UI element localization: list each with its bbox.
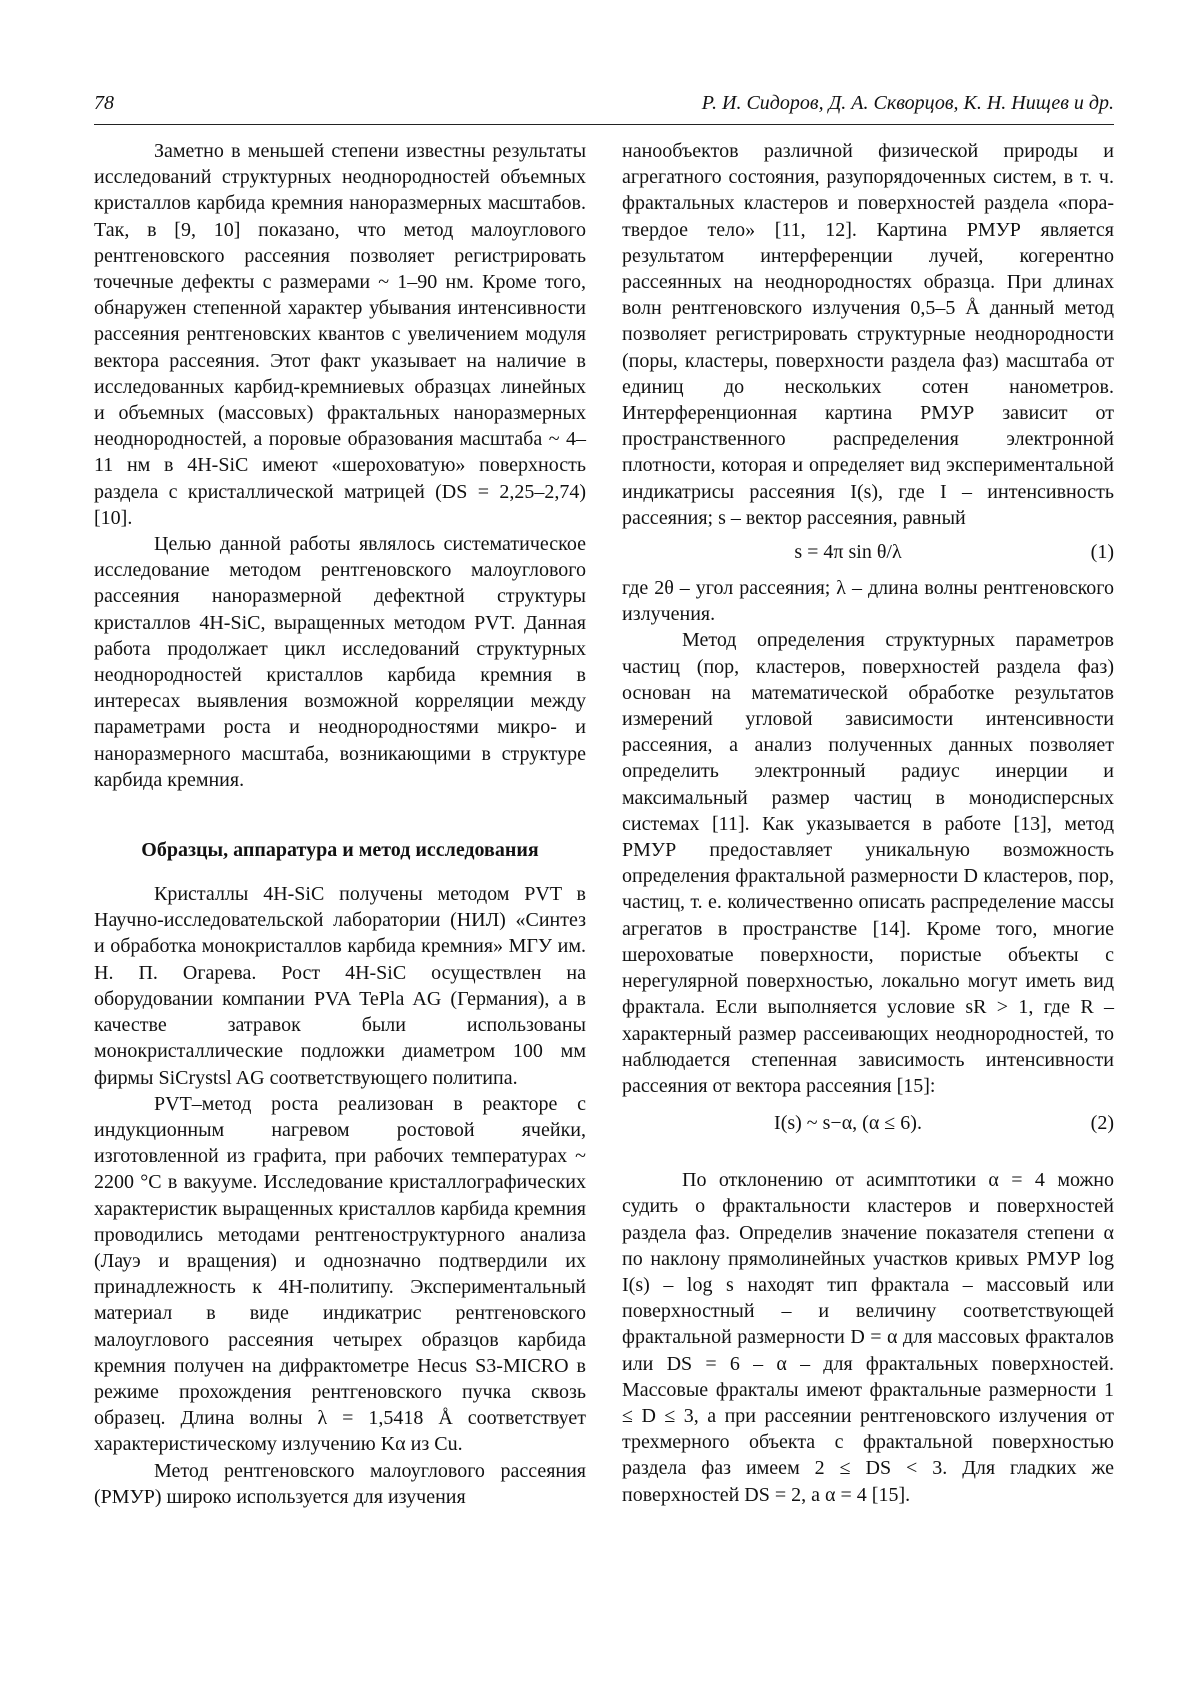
left-column bbox=[94, 138, 586, 1510]
paragraph-crystals: Кристаллы 4H-SiC получены методом PVT в Научно-исследовательской лаборатории (НИЛ) «Синтез и обработка монокристаллов карбида кремния» МГУ им. Н. П. Огарева. Рост 4H-SiC осуществлен на оборудовании компании PVA TePla AG (Германия), а в качестве затравок были использованы монокристаллические подложки диаметром 100 мм фирмы SiCrystsl AG соответствующего политипа. bbox=[94, 883, 586, 1089]
formula-1 bbox=[622, 533, 1114, 571]
page-number: 78 bbox=[94, 92, 114, 114]
formula-1-number: (1) bbox=[1090, 541, 1114, 564]
paragraph-saxs-continued: нанообъектов различной физической природы и агрегатного состояния, разупорядоченных систем, в т. ч. фрактальных кластеров и поверхностей раздела «пора-твердое тело» [11, 12]. Картина РМУР является результатом интерференции лучей, когерентно рассеянных на неоднородностях образца. При длинах волн рентгеновского излучения 0,5–5 Å данный метод позволяет регистрировать структурные неоднородности (поры, кластеры, поверхности раздела фаз) масштаба от единиц до нескольких сотен нанометров. Интерференционная картина РМУР зависит от пространственного распределения электронной плотности, которая и определяет вид экспериментальной индикатрисы рассеяния I(s), где I – интенсивность рассеяния; s – вектор рассеяния, равный bbox=[622, 140, 1114, 529]
paragraph-intro: Заметно в меньшей степени известны результаты исследований структурных неоднородностей объемных кристаллов карбида кремния наноразмерных масштабов. Так, в [9, 10] показано, что метод малоуглового рентгеновского рассеяния позволяет регистрировать точечные дефекты с размерами ~ 1–90 нм. Кроме того, обнаружен степенной характер убывания интенсивности рассеяния рентгеновских квантов с увеличением модуля вектора рассеяния. Этот факт указывает на наличие в исследованных карбид-кремниевых образцах линейных и объемных (массовых) фрактальных наноразмерных неоднородностей, а поровые образования масштаба ~ 4–11 нм в 4H-SiC имеют «шероховатую» поверхность раздела с кристаллической матрицей (DS = 2,25–2,74) [10]. bbox=[94, 140, 586, 529]
paragraph-pvt-method: PVT–метод роста реализован в реакторе с индукционным нагревом ростовой ячейки, изготовленной из графита, при рабочих температурах ~ 2200 °C в вакууме. Исследование кристаллографических характеристик выращенных кристаллов карбида кремния проводились методами рентгеноструктурного анализа (Лауэ и вращения) и однозначно подтвердили их принадлежность к 4H-политипу. Экспериментальный материал в виде индикатрис рентгеновского малоуглового рассеяния четырех образцов карбида кремния получен на дифрактометре Hecus S3-MICRO в режиме прохождения рентгеновского пучка сквозь образец. Длина волны λ = 1,5418 Å соответствует характеристическому излучению Kα из Cu. bbox=[94, 1092, 586, 1456]
header-rule bbox=[94, 124, 1114, 125]
section-heading: Образцы, аппаратура и метод исследования bbox=[141, 839, 539, 862]
paragraph-aim: Целью данной работы являлось систематическое исследование методом рентгеновского малоуглового рассеяния наноразмерной дефектной структуры кристаллов 4H-SiC, выращенных методом PVT. Данная работа продолжает цикл исследований структурных неоднородностей кристаллов карбида кремния в интересах выявления возможной корреляции между параметрами роста и неоднородностями микро- и наноразмерного масштаба, возникающими в структуре карбида кремния. bbox=[94, 533, 586, 791]
right-column bbox=[622, 138, 1114, 1508]
paragraph-fractal-dimension: По отклонению от асимптотики α = 4 можно судить о фрактальности кластеров и поверхностей раздела фаз. Определив значение показателя степени α по наклону прямолинейных участков кривых РМУР log I(s) – log s находят тип фрактала – массовый или поверхностный – и величину соответствующей фрактальной размерности D = α для массовых фракталов или DS = 6 – α – для фрактальных поверхностей. Массовые фракталы имеют фрактальные размерности 1 ≤ D ≤ 3, а при рассеянии рентгеновского излучения от трехмерного объекта с фрактальной поверхностью раздела фаз имеем 2 ≤ DS < 3. Для гладких же поверхностей DS = 2, а α = 4 [15]. bbox=[622, 1169, 1114, 1506]
formula-2-expression: I(s) ~ s−α, (α ≤ 6). bbox=[774, 1112, 922, 1135]
formula-2 bbox=[622, 1101, 1114, 1145]
paragraph-saxs-intro: Метод рентгеновского малоуглового рассеяния (РМУР) широко используется для изучения bbox=[94, 1459, 586, 1508]
running-head: Р. И. Сидоров, Д. А. Скворцов, К. Н. Нищев и др. bbox=[701, 92, 1114, 114]
paragraph-formula-1-explanation: где 2θ – угол рассеяния; λ – длина волны рентгеновского излучения. bbox=[622, 577, 1114, 626]
page-header bbox=[94, 92, 1114, 122]
formula-1-expression: s = 4π sin θ/λ bbox=[794, 541, 902, 564]
formula-2-number: (2) bbox=[1090, 1112, 1114, 1135]
paragraph-method: Метод определения структурных параметров частиц (пор, кластеров, поверхностей раздела фаз) основан на математической обработке результатов измерений угловой зависимости интенсивности рассеяния, а анализ полученных данных позволяет определить электронный радиус инерции и максимальный размер частиц в монодисперсных системах [11]. Как указывается в работе [13], метод РМУР предоставляет уникальную возможность определения фрактальной размерности D кластеров, пор, частиц, т. е. количественно описать распределение массы агрегатов в пространстве [14]. Кроме того, многие шероховатые поверхности, пористые объекты с нерегулярной поверхностью, локально могут иметь вид фрактала. Если выполняется условие sR > 1, где R – характерный размер рассеивающих неоднородностей, то наблюдается степенная зависимость интенсивности рассеяния от вектора рассеяния [15]: bbox=[622, 629, 1114, 1097]
